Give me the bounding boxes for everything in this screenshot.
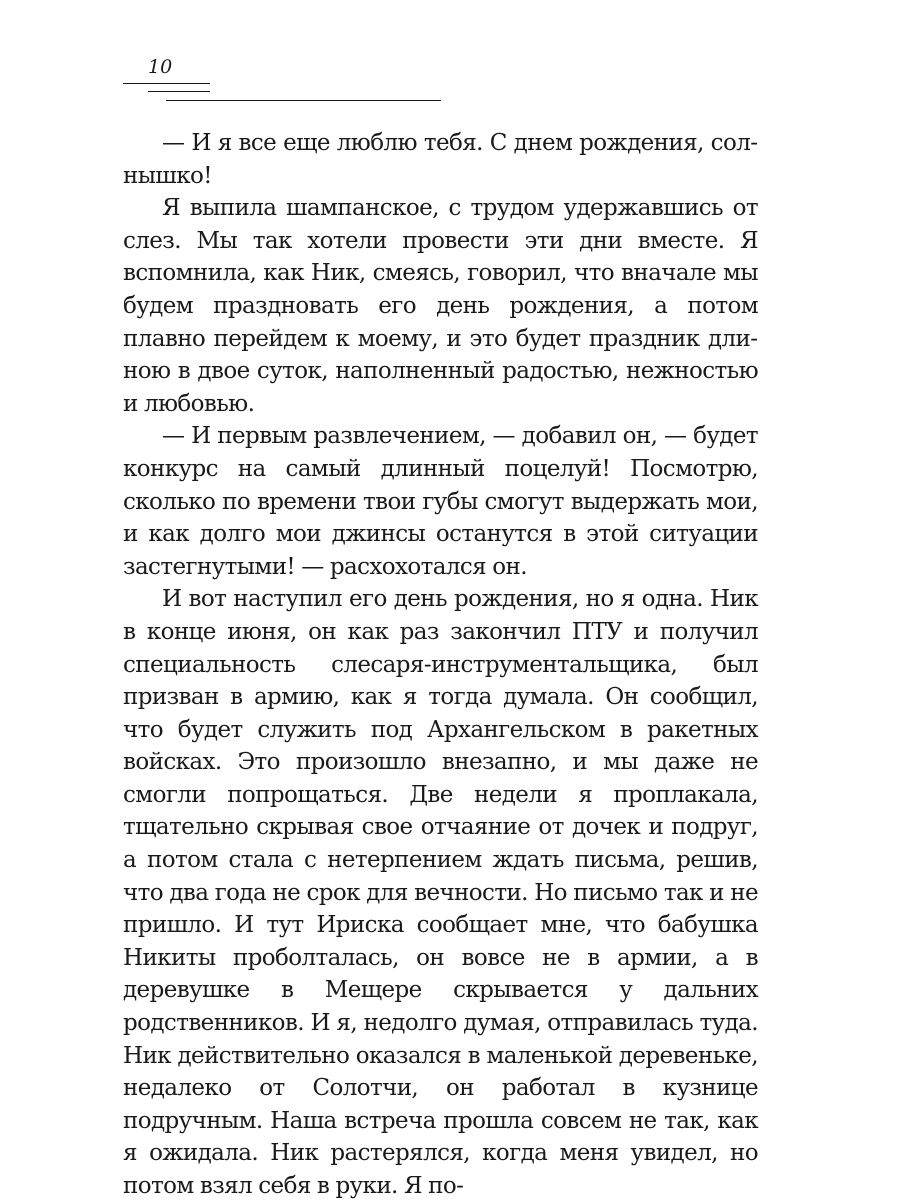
header-rule-long	[166, 100, 441, 101]
header-rule-middle	[148, 91, 210, 92]
paragraph-dialogue-kiss-contest: — И первым развлечением, — добавил он, — будет конкурс на самый длинный поцелуй! Посмотрю, сколько по времени твои губы смогут выдержать мои, и как долго мои джинсы останутся в этой ситуации застегнутыми! — расхохотался он.	[123, 423, 758, 580]
page-number: 10	[148, 56, 173, 78]
body-text	[123, 127, 758, 1203]
paragraph-champagne: Я выпила шампанское, с трудом удержавшись от слез. Мы так хотели провести эти дни вместе. Я вспомнила, как Ник, смеясь, говорил, что вначале мы будем праздновать его день рождения, а потом плавно перейдем к моему, и это будет праздник длиною в двое суток, наполненный радостью, нежностью и любовью.	[123, 195, 758, 417]
header-rule-top	[123, 83, 210, 84]
paragraph-dialogue-birthday: — И я все еще люблю тебя. С днем рождения, солнышко!	[123, 130, 758, 189]
paragraph-army-story: И вот наступил его день рождения, но я одна. Ник в конце июня, он как раз закончил ПТУ и получил специальность слесаря-инструментальщика, был призван в армию, как я тогда думала. Он сообщил, что будет служить под Архангельском в ракетных войсках. Это произошло внезапно, и мы даже не смогли попрощаться. Две недели я проплакала, тщательно скрывая свое отчаяние от дочек и подруг, а потом стала с нетерпением ждать письма, решив, что два года не срок для вечности. Но письмо так и не пришло. И тут Ириска сообщает мне, что бабушка Никиты проболталась, он вовсе не в армии, а в деревушке в Мещере скрывается у дальних родственников. И я, недолго думая, отправилась туда. Ник действительно оказался в маленькой деревеньке, недалеко от Солотчи, он работал в кузнице подручным. Наша встреча прошла совсем не так, как я ожидала. Ник растерялся, когда меня увидел, но потом взял себя в руки. Я по-	[123, 586, 758, 1199]
